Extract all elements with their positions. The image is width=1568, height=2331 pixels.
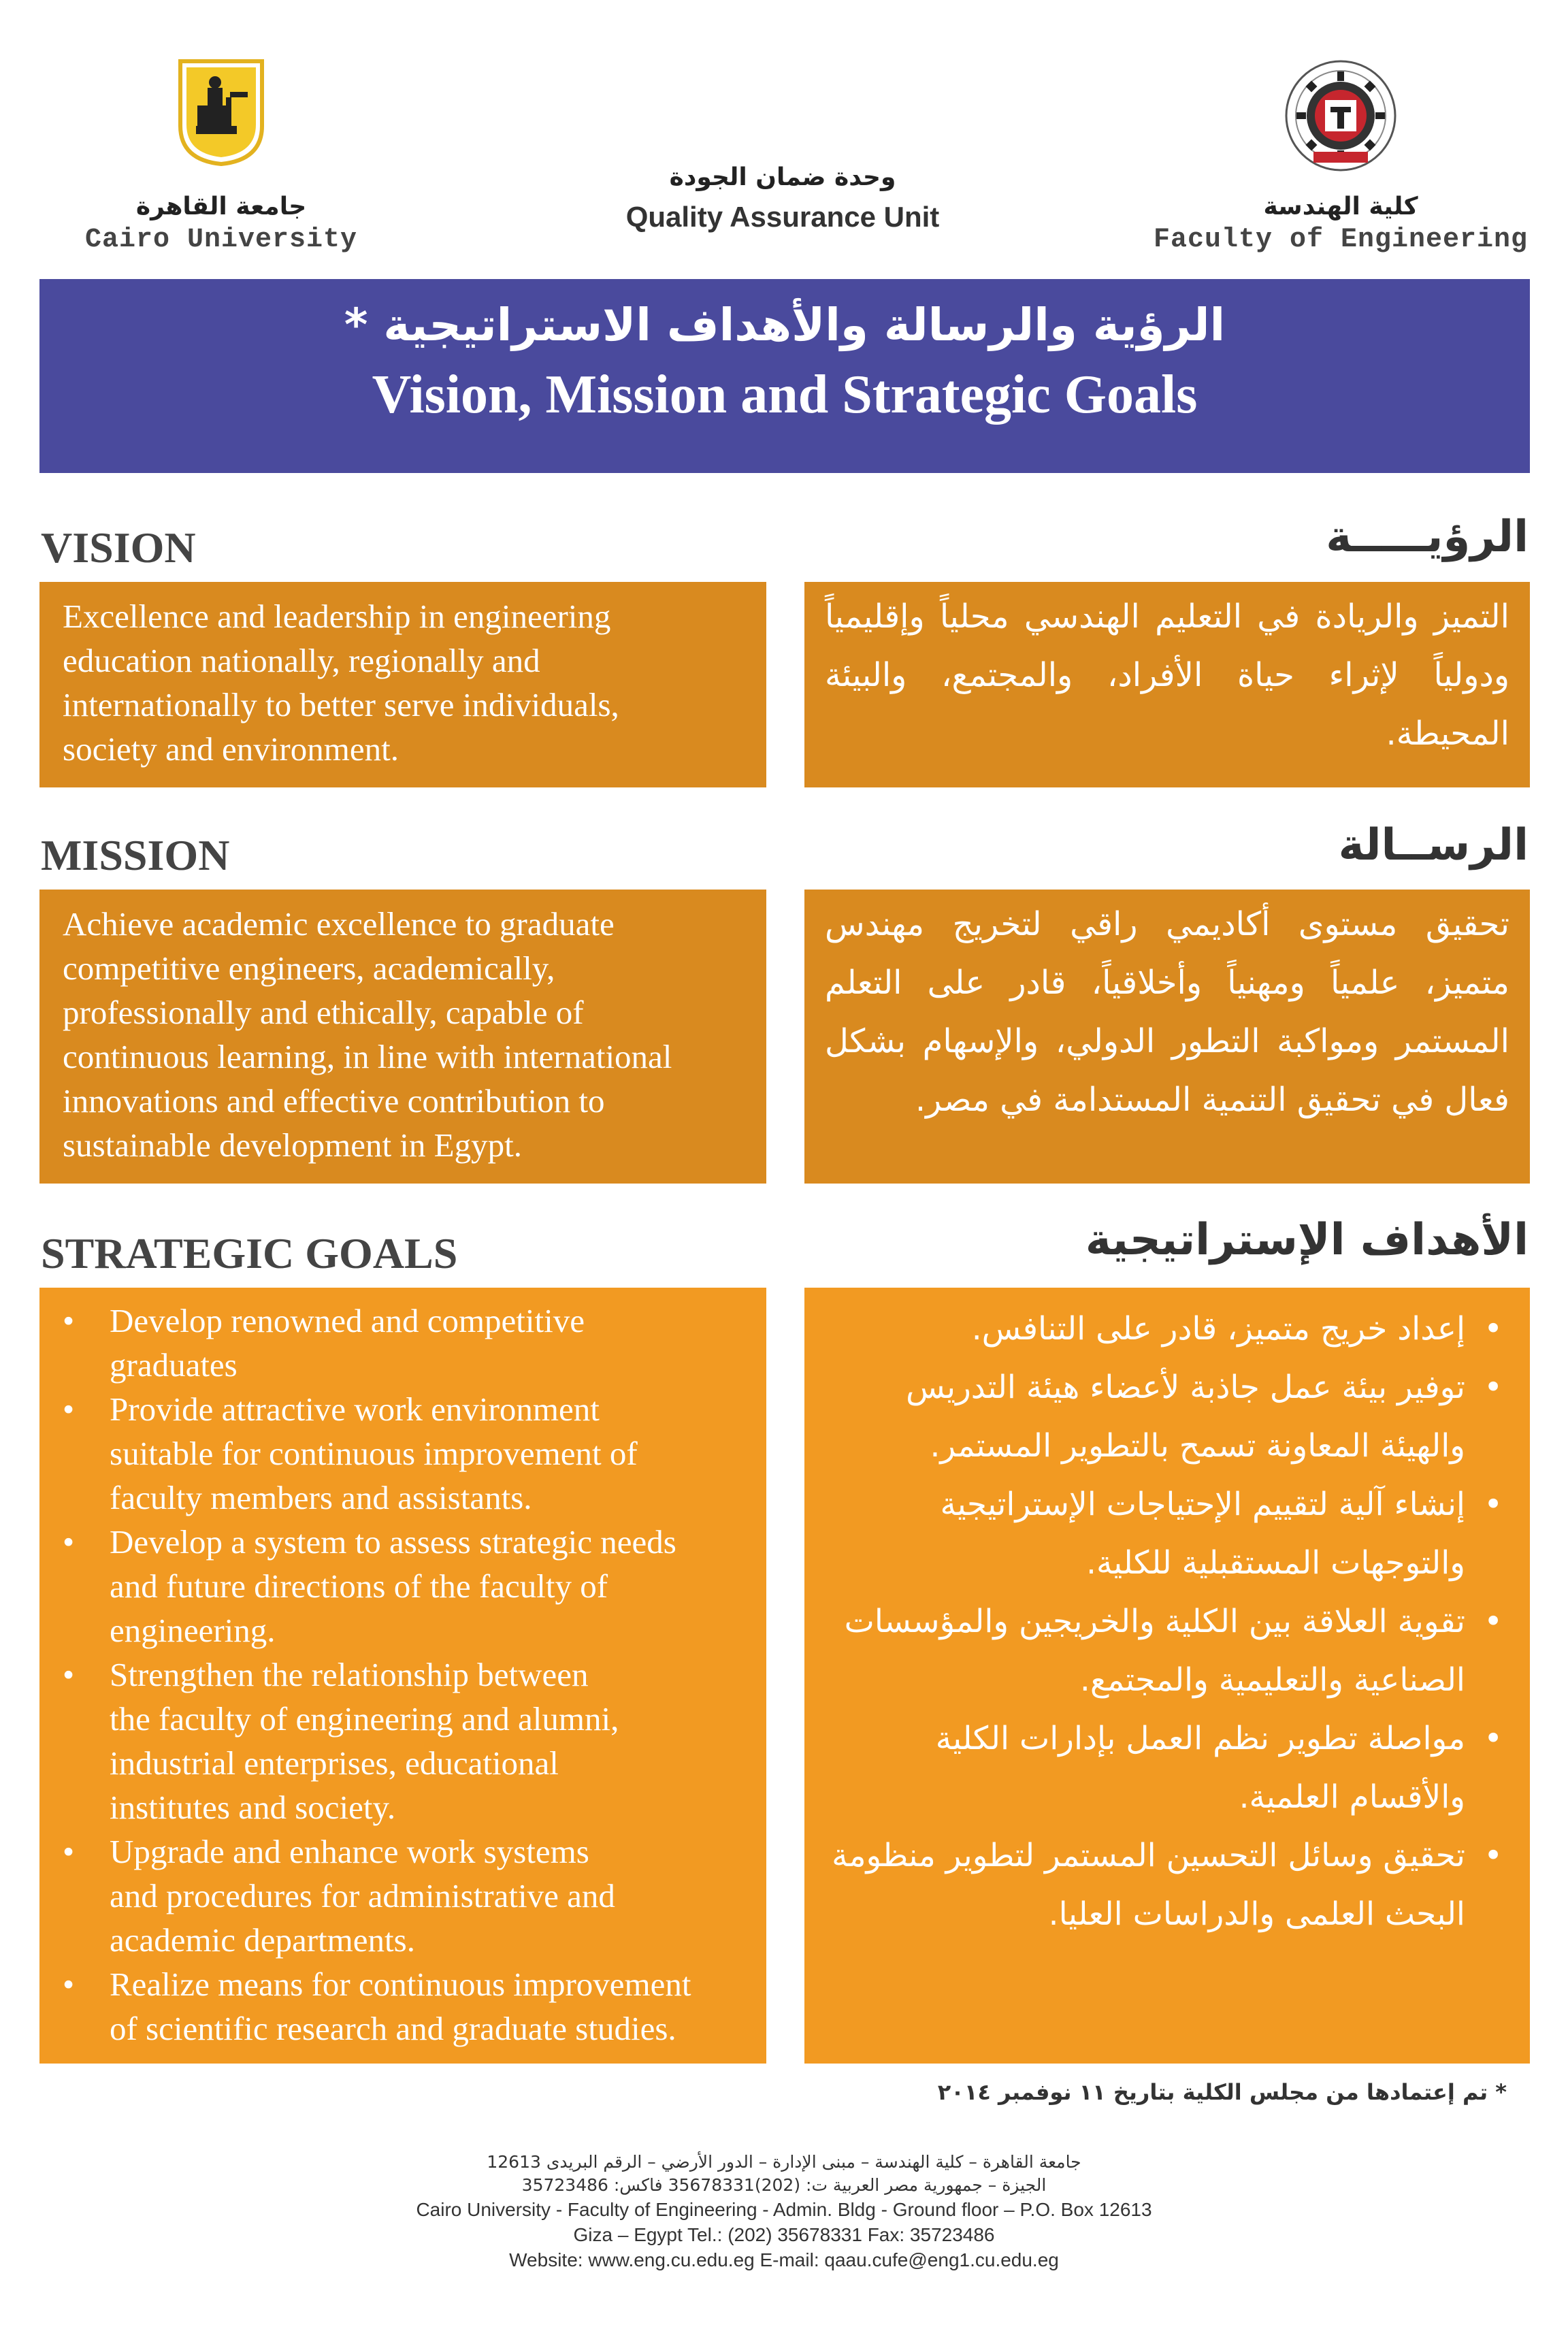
goal-item-ar: • إنشاء آلية لتقييم الإحتياجات الإستراتيجية والتوجهات المستقبلية للكلية. [825,1476,1465,1593]
goal-item-en [39,1652,746,1829]
faculty-of-engineering-logo-block [1143,58,1538,255]
faculty-name-en: Faculty of Engineering [1153,225,1529,255]
cairo-university-logo-block [65,58,378,255]
goal-line: • Provide attractive work environment [110,1390,600,1428]
footer-web-email: Website: www.eng.cu.edu.eg E-mail: qaau.cufe@eng1.cu.edu.eg [509,2249,1059,2270]
goal-item-ar: • تحقيق وسائل التحسين المستمر لتطوير منظومة البحث العلمى والدراسات العليا. [825,1827,1465,1944]
goals-box-ar [804,1288,1530,2064]
faculty-of-engineering-emblem-icon [1283,58,1399,174]
goal-item-en [39,1520,746,1652]
goal-line: industrial enterprises, educational [110,1744,559,1782]
mission-line: professionally and ethically, capable of [63,994,584,1031]
goal-line: • Upgrade and enhance work systems [110,1833,589,1870]
goal-line: the faculty of engineering and alumni, [110,1700,619,1738]
goal-item-ar: • توفير بيئة عمل جاذبة لأعضاء هيئة التدريس والهيئة المعاونة تسمح بالتطوير المستمر. [825,1358,1465,1476]
mission-box-ar [804,890,1530,1184]
vision-box-ar [804,582,1530,787]
cairo-university-name-en: Cairo University [84,225,358,255]
footer-address-ar: جامعة القاهرة – كلية الهندسة – مبنى الإدارة – الدور الأرضي – الرقم البريدى 12613 [487,2152,1081,2172]
approval-note: * تم إعتمادها من مجلس الكلية بتاريخ ١١ نوفمبر ٢٠١٤ [937,2079,1507,2105]
vision-line: internationally to better serve individuals, [63,686,619,723]
qa-unit-name-en: Quality Assurance Unit [625,201,940,233]
goal-item-ar: • إعداد خريج متميز، قادر على التنافس. [825,1300,1465,1358]
goal-item-en [39,1299,746,1387]
cairo-university-emblem-icon [177,58,265,167]
goal-line: faculty members and assistants. [110,1479,532,1516]
vision-text-en [39,582,766,771]
quality-assurance-unit-title [599,163,966,233]
footer-phone-en: Giza – Egypt Tel.: (202) 35678331 Fax: 35723486 [573,2224,995,2245]
mission-line: Achieve academic excellence to graduate [63,905,615,943]
mission-line: competitive engineers, academically, [63,949,555,987]
goals-heading-ar: الأهداف الإستراتيجية [1085,1215,1529,1265]
goal-item-en [39,1962,746,2051]
vision-box-en [39,582,766,787]
vision-heading-ar: الرؤيـــــة [1326,512,1529,562]
faculty-name-ar: كلية الهندسة [1263,193,1418,221]
goal-line: • Strengthen the relationship between [110,1656,589,1693]
banner-title-ar: الرؤية والرسالة والأهداف الاستراتيجية * [344,299,1226,351]
goal-line: academic departments. [110,1921,415,1959]
goal-line: of scientific research and graduate studies. [110,2010,676,2047]
banner-title-en: Vision, Mission and Strategic Goals [372,365,1198,425]
goal-line: and future directions of the faculty of [110,1567,608,1605]
goals-list-en [39,1288,766,2051]
goal-line: • Develop renowned and competitive [110,1302,585,1339]
vision-heading-en: VISION [41,523,196,572]
contact-footer [0,2151,1568,2272]
goal-line: institutes and society. [110,1789,396,1826]
vision-text-ar: التميز والريادة في التعليم الهندسي محلياً وإقليمياً ودولياً لإثراء حياة الأفراد، والمجتمع، والبيئة المحيطة. [825,598,1509,753]
footer-address-en: Cairo University - Faculty of Engineering - Admin. Bldg - Ground floor – P.O. Box 12613 [416,2199,1152,2220]
mission-heading-ar: الرســالة [1338,820,1529,870]
goals-box-en [39,1288,766,2064]
goal-line: suitable for continuous improvement of [110,1435,638,1472]
qa-unit-name-ar: وحدة ضمان الجودة [669,163,896,191]
goal-line: • Develop a system to assess strategic needs [110,1523,676,1561]
cairo-university-name-ar: جامعة القاهرة [135,193,307,221]
mission-text-en [39,890,766,1167]
goal-item-ar: • تقوية العلاقة بين الكلية والخريجين والمؤسسات الصناعية والتعليمية والمجتمع. [825,1593,1465,1710]
goal-line: engineering. [110,1612,276,1649]
vision-line: education nationally, regionally and [63,642,540,679]
title-banner [39,279,1530,473]
mission-line: innovations and effective contribution to [63,1082,605,1120]
goal-item-ar: • مواصلة تطوير نظم العمل بإدارات الكلية والأقسام العلمية. [825,1710,1465,1827]
footer-phone-ar: الجيزة – جمهورية مصر العربية ت: (202)35678331 فاكس: 35723486 [521,2175,1047,2195]
vision-line: society and environment. [63,730,399,768]
goal-line: graduates [110,1346,238,1384]
mission-line: sustainable development in Egypt. [63,1126,522,1164]
goal-line: • Realize means for continuous improvement [110,1966,691,2003]
mission-box-en [39,890,766,1184]
goal-item-en [39,1829,746,1962]
goals-heading-en: STRATEGIC GOALS [41,1229,458,1277]
goals-list-ar [804,1288,1530,1944]
mission-heading-en: MISSION [41,831,230,879]
mission-line: continuous learning, in line with international [63,1038,672,1075]
mission-text-ar: تحقيق مستوى أكاديمي راقي لتخريج مهندس متميز، علمياً ومهنياً وأخلاقياً، قادر على التعلم المستمر ومواكبة التطور الدولي، والإسهام بشكل فعال في تحقيق التنمية المستدامة في مصر. [825,905,1509,1119]
vision-line: Excellence and leadership in engineering [63,598,611,635]
goal-item-en [39,1387,746,1520]
goal-line: and procedures for administrative and [110,1877,615,1914]
